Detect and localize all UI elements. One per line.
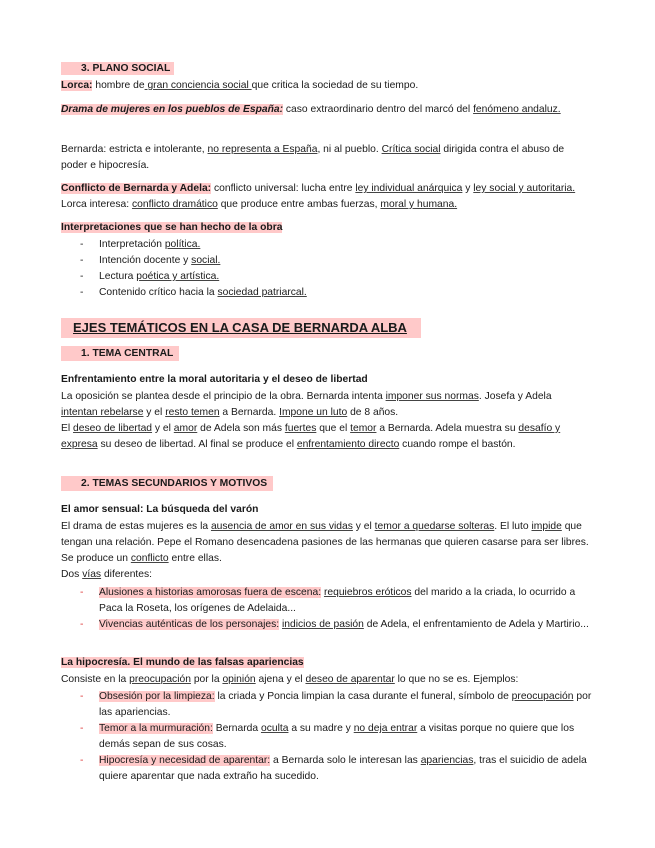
- section-heading-plano-social: [61, 61, 581, 77]
- term-conflicto: Conflicto de Bernarda y Adela:: [61, 183, 212, 194]
- text: Bernarda: [212, 723, 261, 734]
- text: a Bernarda.: [219, 407, 280, 418]
- underlined-text: ley social y autoritaria.: [473, 183, 576, 194]
- text: y el: [143, 407, 166, 418]
- underlined-text: amor: [173, 423, 198, 434]
- text: la criada y Poncia limpian la casa durante el funeral, símbolo de: [214, 691, 512, 702]
- underlined-text: ley individual anárquica: [355, 183, 463, 194]
- underlined-text: conflicto: [130, 553, 169, 564]
- text: por la: [190, 674, 223, 685]
- list-hipocresia: [61, 689, 601, 785]
- underlined-text: deseo de aparentar: [305, 674, 395, 685]
- list-item: - Hipocresía y necesidad de aparentar: a Bernarda solo le interesan las apariencias, tras el suicidio de adela quiere aparentar que nada extraño ha sucedido.: [80, 755, 587, 782]
- paragraph-oposicion: [61, 389, 591, 421]
- text: caso extraordinario dentro del marcó del: [283, 104, 474, 115]
- underlined-text: deseo de libertad: [73, 423, 153, 434]
- text: a visitas porque no quiere que los demás sepan de sus cosas.: [99, 723, 575, 750]
- underlined-text: política.: [164, 239, 201, 250]
- text: . Josefa y Adela: [478, 391, 552, 402]
- paragraph-lorca: [61, 78, 581, 94]
- underlined-text: social.: [191, 255, 221, 266]
- text: conflicto universal: lucha entre: [211, 183, 356, 194]
- underlined-text: ausencia de amor en sus vidas: [210, 521, 353, 532]
- paragraph-amor: [61, 519, 591, 567]
- underlined-text: enfrentamiento directo: [296, 439, 400, 450]
- section-heading-text: 3. PLANO SOCIAL: [61, 62, 174, 75]
- text: La oposición se plantea desde el principio de la obra. Bernarda intenta: [61, 391, 386, 402]
- text: de Adela son más: [197, 423, 285, 434]
- text: Consiste en la: [61, 674, 130, 685]
- text: de Adela, el enfrentamiento de Adela y Martirio...: [363, 619, 589, 630]
- underlined-text: impide: [531, 521, 562, 532]
- underlined-text: Crítica social: [381, 144, 441, 155]
- paragraph-hipocresia: [61, 672, 591, 688]
- underlined-text: Impone un luto: [279, 407, 348, 418]
- underlined-text: moral y humana.: [380, 199, 458, 210]
- list-item: - Contenido crítico hacia la sociedad patriarcal.: [80, 287, 307, 298]
- subheading-text: La hipocresía. El mundo de las falsas apariencias: [61, 657, 304, 668]
- subheading-amor-sensual: El amor sensual: La búsqueda del varón: [61, 504, 259, 515]
- underlined-text: resto temen: [165, 407, 220, 418]
- paragraph-bernarda: [61, 142, 581, 174]
- text: del marido a la criada, lo ocurrido a Paca la Roseta, los orígenes de Adelaida...: [99, 587, 576, 614]
- paragraph-deseo-libertad: [61, 421, 591, 453]
- text: a su madre y: [288, 723, 354, 734]
- text: El: [61, 423, 74, 434]
- text: ajena y el: [255, 674, 306, 685]
- underlined-text: preocupación: [511, 691, 574, 702]
- underlined-text: no deja entrar: [353, 723, 418, 734]
- highlighted-text: Hipocresía y necesidad de aparentar:: [99, 755, 271, 766]
- underlined-text: intentan rebelarse: [61, 407, 144, 418]
- subheading-hipocresia: [61, 655, 581, 671]
- list-item: - Obsesión por la limpieza: la criada y Poncia limpian la casa durante el funeral, símbolo de preocupación por las apariencias.: [80, 691, 592, 718]
- list-item: - Vivencias auténticas de los personajes: indicios de pasión de Adela, el enfrentamiento de Adela y Martirio...: [80, 619, 589, 630]
- paragraph-vias: [61, 567, 581, 583]
- underlined-text: temor a quedarse solteras: [374, 521, 495, 532]
- underlined-text: fuertes: [284, 423, 317, 434]
- text: Dos: [61, 569, 83, 580]
- text: que el: [316, 423, 351, 434]
- underlined-text: poética y artística.: [136, 271, 220, 282]
- underlined-text: preocupación: [129, 674, 191, 685]
- subheading-interpretaciones: [61, 220, 581, 236]
- underlined-text: indicios de pasión: [282, 619, 364, 630]
- underlined-text: no representa a España: [207, 144, 318, 155]
- list-interpretaciones: [61, 237, 601, 301]
- text: y: [462, 183, 474, 194]
- text: su deseo de libertad. Al final se produce el: [97, 439, 297, 450]
- term-drama-mujeres: Drama de mujeres en los pueblos de España:: [61, 104, 284, 115]
- underlined-text: oculta: [260, 723, 289, 734]
- highlighted-text: Vivencias auténticas de los personajes:: [99, 619, 280, 630]
- text: diferentes:: [101, 569, 153, 580]
- main-title: EJES TEMÁTICOS EN LA CASA DE BERNARDA ALBA: [73, 320, 407, 335]
- text: a Bernarda solo le interesan las: [270, 755, 421, 766]
- text: lo que no se es. Ejemplos:: [394, 674, 519, 685]
- text: cuando rompe el bastón.: [399, 439, 516, 450]
- underlined-text: opinión: [222, 674, 256, 685]
- paragraph-conflicto: [61, 181, 581, 213]
- underlined-text: conflicto dramático: [131, 199, 218, 210]
- main-title-bar: [61, 318, 421, 338]
- list-item: - Lectura poética y artística.: [80, 271, 220, 282]
- underlined-text: fenómeno andaluz.: [473, 104, 561, 115]
- list-item: - Alusiones a historias amorosas fuera de escena: requiebros eróticos del marido a la criada, lo ocurrido a Paca la Roseta, los orígenes de Adelaida...: [80, 587, 576, 614]
- text: que tengan una relación. Pepe el Romano desencadena pasiones de las hermanas que quieren casarse para ser libres. Se produce un: [61, 521, 589, 564]
- text: , ni al pueblo.: [317, 144, 382, 155]
- highlighted-text: Alusiones a historias amorosas fuera de escena:: [99, 587, 322, 598]
- list-item: - Interpretación política.: [80, 239, 201, 250]
- list-item: - Temor a la murmuración: Bernarda oculta a su madre y no deja entrar a visitas porque no quiere que los demás sepan de sus cosas.: [80, 723, 575, 750]
- text: entre ellas.: [168, 553, 222, 564]
- text: Interpretación: [99, 239, 165, 250]
- text: hombre de: [92, 80, 145, 91]
- highlighted-text: Obsesión por la limpieza:: [99, 691, 215, 702]
- section-heading-temas-secundarios: [61, 476, 581, 492]
- section-heading-text: 2. TEMAS SECUNDARIOS Y MOTIVOS: [61, 476, 273, 491]
- text: de 8 años.: [347, 407, 399, 418]
- subheading-enfrentamiento: Enfrentamiento entre la moral autoritaria y el deseo de libertad: [61, 374, 368, 385]
- text: Lorca interesa:: [61, 199, 132, 210]
- section-heading-text: 1. TEMA CENTRAL: [61, 346, 179, 361]
- underlined-text: temor: [350, 423, 377, 434]
- text: dirigida contra el abuso de poder e hipocresía.: [61, 144, 565, 171]
- underlined-text: gran conciencia social: [144, 80, 252, 91]
- text: Intención docente y: [99, 255, 192, 266]
- list-item: - Intención docente y social.: [80, 255, 221, 266]
- text: que critica la sociedad de su tiempo.: [251, 80, 419, 91]
- subheading-text: Interpretaciones que se han hecho de la obra: [61, 222, 283, 233]
- list-vias: [61, 585, 601, 633]
- text: Bernarda: estricta e intolerante,: [61, 144, 208, 155]
- text: . El luto: [494, 521, 532, 532]
- section-heading-tema-central: [61, 346, 581, 362]
- underlined-text: desafío y expresa: [61, 423, 561, 450]
- text: y el: [352, 521, 375, 532]
- text: a Bernarda. Adela muestra su: [376, 423, 519, 434]
- underlined-text: apariencias: [420, 755, 474, 766]
- text: Contenido crítico hacia la: [99, 287, 218, 298]
- highlighted-text: Temor a la murmuración:: [99, 723, 213, 734]
- underlined-text: sociedad patriarcal.: [217, 287, 307, 298]
- text: que produce entre ambas fuerzas,: [217, 199, 381, 210]
- text: por las apariencias.: [99, 691, 592, 718]
- underlined-text: vías: [82, 569, 102, 580]
- text: El drama de estas mujeres es la: [61, 521, 211, 532]
- text: Lectura: [99, 271, 137, 282]
- text: , tras el suicidio de adela quiere aparentar que nada extraño ha sucedido.: [99, 755, 587, 782]
- paragraph-drama-mujeres: [61, 102, 581, 118]
- term-lorca: Lorca:: [61, 80, 93, 91]
- underlined-text: imponer sus normas: [385, 391, 479, 402]
- underlined-text: requiebros eróticos: [323, 587, 412, 598]
- text: y el: [152, 423, 174, 434]
